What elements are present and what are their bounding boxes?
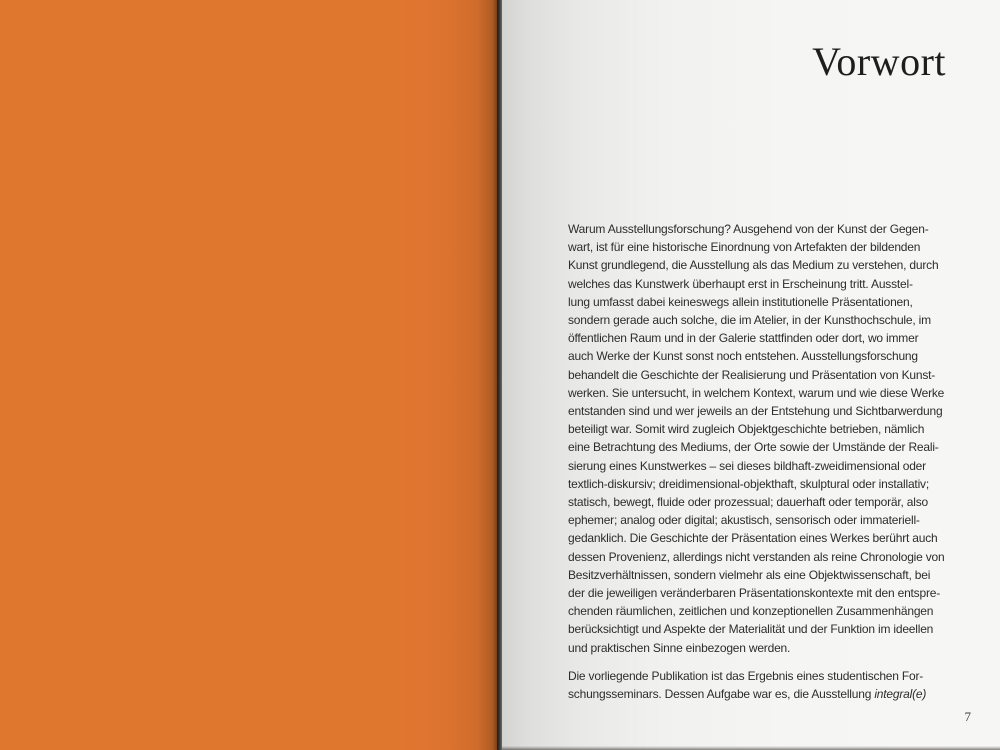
text-line: wart, ist für eine historische Einordnung von Artefakten der bildenden bbox=[568, 240, 921, 255]
paragraph-2 bbox=[568, 667, 948, 703]
paragraph-1 bbox=[568, 220, 948, 657]
text-line: und praktischen Sinne einbezogen werden. bbox=[568, 640, 791, 655]
text-segment: schungsseminars. Dessen Aufgabe war es, die Ausstellung bbox=[568, 687, 875, 702]
text-line: Besitzverhältnissen, sondern vielmehr als eine Objektwissenschaft, bei bbox=[568, 567, 931, 582]
page-number: 7 bbox=[964, 709, 971, 724]
text-line: beteiligt war. Somit wird zugleich Objektgeschichte betrieben, nämlich bbox=[568, 422, 925, 437]
text-line: Kunst grundlegend, die Ausstellung als das Medium zu verstehen, durch bbox=[568, 258, 939, 273]
body-text bbox=[568, 220, 948, 703]
text-line: statisch, bewegt, fluide oder prozessual; dauerhaft oder temporär, also bbox=[568, 495, 929, 510]
text-line: textlich-diskursiv; dreidimensional-objekthaft, skulptural oder installativ; bbox=[568, 476, 929, 491]
text-line: lung umfasst dabei keineswegs allein institutionelle Präsentationen, bbox=[568, 294, 913, 309]
text-line: behandelt die Geschichte der Realisierung und Präsentation von Kunst- bbox=[568, 367, 936, 382]
text-line: sierung eines Kunstwerkes – sei dieses bildhaft-zweidimensional oder bbox=[568, 458, 926, 473]
text-line: welches das Kunstwerk überhaupt erst in Erscheinung tritt. Ausstel- bbox=[568, 276, 913, 291]
text-line: gedanklich. Die Geschichte der Präsentation eines Werkes berührt auch bbox=[568, 531, 938, 546]
chapter-title: Vorwort bbox=[812, 39, 946, 84]
text-line: Die vorliegende Publikation ist das Ergebnis eines studentischen For- bbox=[568, 668, 924, 683]
text-line bbox=[568, 685, 948, 703]
exhibition-title-italic: integral(e) bbox=[874, 687, 927, 702]
text-line: ephemer; analog oder digital; akustisch, sensorisch oder immateriell- bbox=[568, 513, 920, 528]
text-line: chenden räumlichen, zeitlichen und konzeptionellen Zusammenhängen bbox=[568, 604, 934, 619]
text-line: werken. Sie untersucht, in welchem Kontext, warum und wie diese Werke bbox=[568, 385, 945, 400]
text-line: entstanden sind und wer jeweils an der Entstehung und Sichtbarwerdung bbox=[568, 404, 943, 419]
text-line: sondern gerade auch solche, die im Atelier, in der Kunsthochschule, im bbox=[568, 313, 931, 328]
text-line: auch Werke der Kunst sonst noch entstehen. Ausstellungsforschung bbox=[568, 349, 918, 364]
text-line: dessen Provenienz, allerdings nicht verstanden als reine Chronologie von bbox=[568, 549, 945, 564]
left-page-orange bbox=[0, 0, 497, 750]
text-line: Warum Ausstellungsforschung? Ausgehend von der Kunst der Gegen- bbox=[568, 222, 929, 236]
text-line: der die jeweiligen veränderbaren Präsentationskontexte mit den entspre- bbox=[568, 586, 941, 601]
text-line: berücksichtigt und Aspekte der Materialität und der Funktion im ideellen bbox=[568, 622, 934, 637]
text-line: eine Betrachtung des Mediums, der Orte sowie der Umstände der Reali- bbox=[568, 440, 939, 455]
page-bottom-edge-shadow bbox=[502, 746, 1000, 750]
right-page bbox=[502, 0, 1000, 750]
text-line: öffentlichen Raum und in der Galerie stattfinden oder dort, wo immer bbox=[568, 331, 919, 346]
